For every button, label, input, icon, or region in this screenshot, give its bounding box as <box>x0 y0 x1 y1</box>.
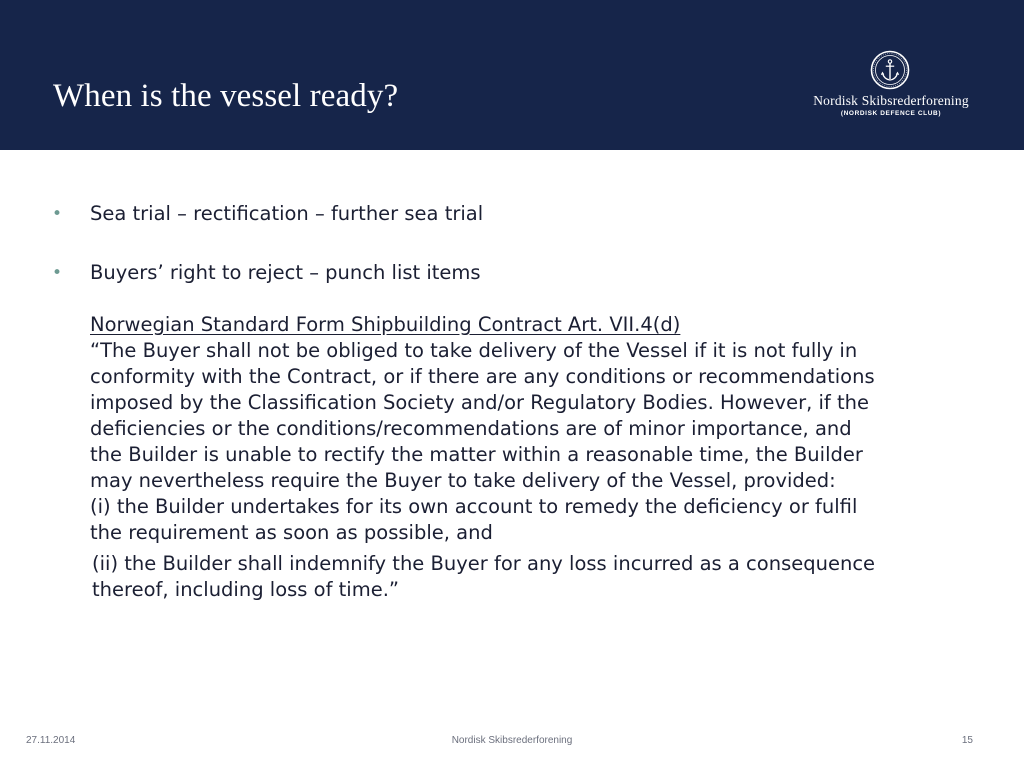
bullet-marker: • <box>52 204 63 224</box>
contract-quote-ii: (ii) the Builder shall indemnify the Buyer for any loss incurred as a consequence thereof, including loss of time.” <box>92 552 876 601</box>
bullet-item <box>52 201 982 227</box>
bullet-text: Buyers’ right to reject – punch list items <box>90 261 481 284</box>
club-logo <box>806 50 976 120</box>
contract-quote: “The Buyer shall not be obliged to take delivery of the Vessel if it is not fully in conformity with the Contract, or if there are any conditions or recommendations imposed by the Classification Society and/or Regulatory Bodies. However, if the deficiencies or the conditions/recommendations are of minor importance, and the Builder is unable to rectify the matter within a reasonable time, the Builder may nevertheless require the Buyer to take delivery of the Vessel, provided: (i) the Builder undertakes for its own account to remedy the deficiency or fulfil the requirement as soon as possible, and <box>90 339 875 544</box>
bullet-item <box>52 260 982 286</box>
footer-organization: Nordisk Skibsrederforening <box>451 735 573 746</box>
slide-content <box>52 201 982 603</box>
logo-name: Nordisk Skibsrederforening <box>813 93 969 108</box>
slide-header <box>0 0 1024 150</box>
contract-reference-title: Norwegian Standard Form Shipbuilding Contract Art. VII.4(d) <box>90 313 681 336</box>
logo-subtitle: (NORDISK DEFENCE CLUB) <box>840 110 942 117</box>
bullet-marker: • <box>52 263 63 283</box>
bullet-text: Sea trial – rectification – further sea trial <box>90 202 484 225</box>
anchor-seal-icon <box>870 50 910 90</box>
slide-title: When is the vessel ready? <box>53 78 399 114</box>
contract-reference <box>52 312 982 603</box>
footer-date: 27.11.2014 <box>26 735 76 746</box>
page-number: 15 <box>961 735 973 746</box>
